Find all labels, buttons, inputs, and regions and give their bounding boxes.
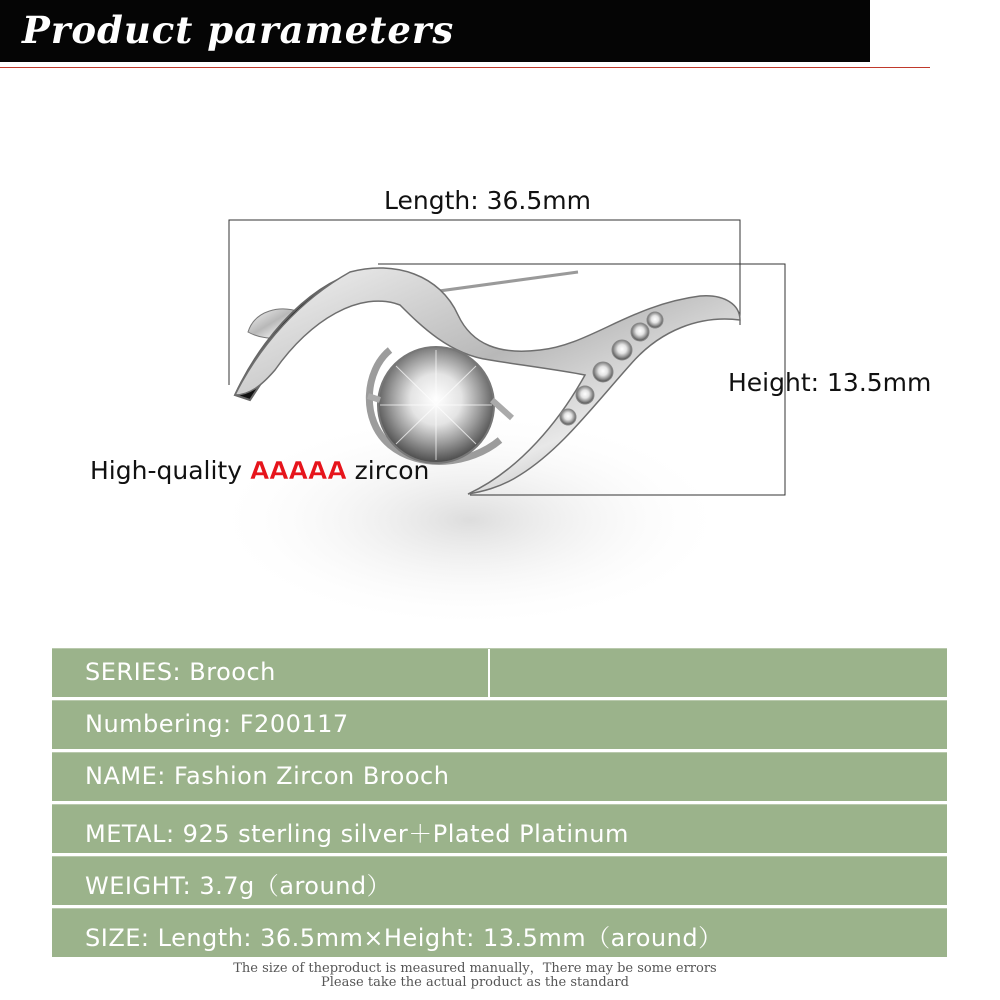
header-divider [0,67,930,68]
gem-facets [380,350,492,460]
spec-numbering: Numbering: F200117 [85,710,349,738]
spec-row-weight [52,856,947,905]
length-label: Length: 36.5mm [384,186,591,215]
spec-weight: WEIGHT: 3.7g（around） [85,872,392,900]
zircon-label [90,456,429,485]
prong-left [368,396,380,400]
zircon-prefix: High-quality [90,456,250,485]
spec-size: SIZE: Length: 36.5mm×Height: 13.5mm（around） [85,924,723,952]
spec-metal: METAL: 925 sterling silver＋Plated Platinum [85,820,629,848]
product-image-area [0,100,1000,640]
spec-name: NAME: Fashion Zircon Brooch [85,762,450,790]
footnote-standard: Please take the actual product as the standard [321,975,629,990]
spec-row-series [52,648,947,697]
page-title: Product parameters [22,8,455,52]
header-bar [0,0,870,62]
zircon-grade: AAAAA [249,456,347,485]
spec-series: SERIES: Brooch [85,658,276,686]
footnote-measurement: The size of theproduct is measured manually，There may be some errors [233,961,717,976]
height-label: Height: 13.5mm [728,368,932,397]
spec-table [52,648,947,960]
spec-divider [488,649,490,697]
spec-row-size [52,908,947,957]
zircon-suffix: zircon [346,456,430,485]
spec-row-metal [52,804,947,853]
spec-row-numbering [52,700,947,749]
spec-row-name [52,752,947,801]
